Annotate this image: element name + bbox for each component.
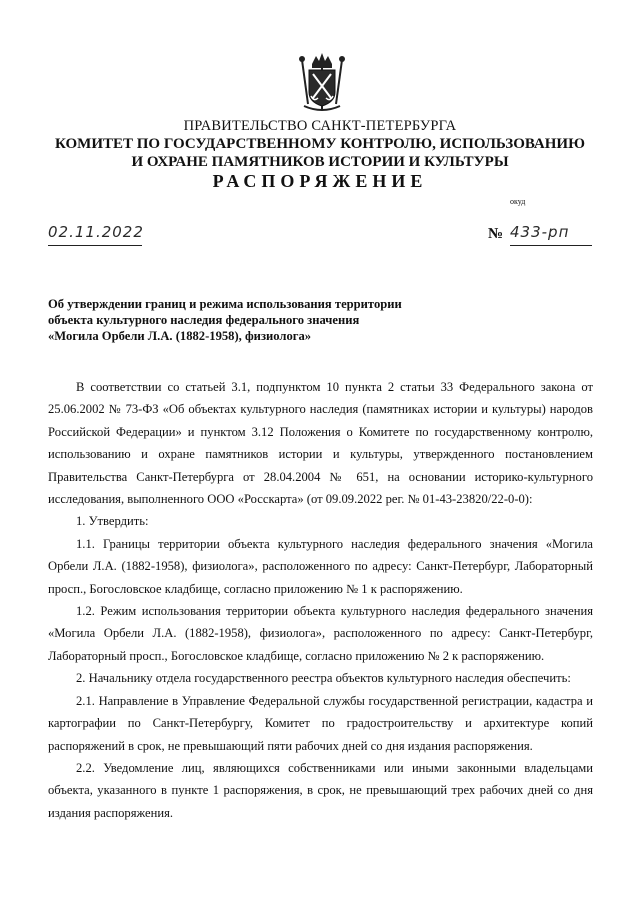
subject-line-2: объекта культурного наследия федерального значения [48, 313, 360, 327]
subject-line-1: Об утверждении границ и режима использования территории [48, 297, 402, 311]
paragraph-2-1: 2.1. Направление в Управление Федеральной службы государственной регистрации, кадастра и картографии по Санкт-Петербургу, Комитет по градостроительству и архитектуре копий распоряжений в срок, не превышающий пяти рабочих дней со дня издания распоряжения. [48, 693, 593, 753]
committee-line-2: И ОХРАНЕ ПАМЯТНИКОВ ИСТОРИИ И КУЛЬТУРЫ [131, 154, 509, 170]
paragraph-preamble: В соответствии со статьей 3.1, подпунктом 10 пункта 2 статьи 33 Федерального закона от 25.06.2002 № 73-ФЗ «Об объектах культурного наследия (памятниках истории и культуры) народов Российской Федерации» и пунктом 3.12 Положения о Комитете по государственному контролю, использованию и охране памятников истории и культуры, утвержденного постановлением Правительства Санкт-Петербурга от 28.04.2004 № 651, на основании историко-культурного исследования, выполненного ООО «Росскарта» (от 09.09.2022 рег. № 01-43-23820/22-0-0): [48, 380, 593, 507]
document-body [48, 376, 593, 824]
paragraph-2: 2. Начальнику отдела государственного реестра объектов культурного наследия обеспечить: [76, 671, 571, 686]
paragraph-1-1: 1.1. Границы территории объекта культурного наследия федерального значения «Могила Орбели Л.А. (1882-1958), физиолога», расположенного по адресу: Санкт-Петербург, Лабораторный просп., Богословское кладбище, согласно приложению № 1 к распоряжению. [48, 536, 593, 596]
document-date: 02.11.2022 [48, 223, 142, 246]
government-name: ПРАВИТЕЛЬСТВО САНКТ-ПЕТЕРБУРГА [183, 118, 457, 134]
coat-of-arms-icon [296, 50, 348, 114]
document-subject [48, 296, 468, 344]
okud-label: окуд [510, 197, 526, 206]
paragraph-2-2: 2.2. Уведомление лиц, являющихся собственниками или иными законными владельцами объекта, указанного в пункте 1 распоряжения, в срок, не превышающий трех рабочих дней со дня издания распоряжения. [48, 760, 593, 820]
document-type: РАСПОРЯЖЕНИЕ [212, 171, 428, 191]
number-sign: № [488, 226, 504, 242]
subject-line-3: «Могила Орбели Л.А. (1882-1958), физиолога» [48, 329, 312, 343]
committee-line-1: КОМИТЕТ ПО ГОСУДАРСТВЕННОМУ КОНТРОЛЮ, ИСПОЛЬЗОВАНИЮ [55, 136, 585, 152]
paragraph-1-2: 1.2. Режим использования территории объекта культурного наследия федерального значения «Могила Орбели Л.А. (1882-1958), физиолога», расположенного по адресу: Санкт-Петербург, Лабораторный просп., Богословское кладбище, согласно приложению № 2 к распоряжению. [48, 604, 593, 663]
number-value: 433-рп [510, 223, 592, 246]
committee-name [0, 135, 640, 171]
paragraph-1: 1. Утвердить: [76, 514, 149, 529]
document-number [488, 223, 592, 245]
